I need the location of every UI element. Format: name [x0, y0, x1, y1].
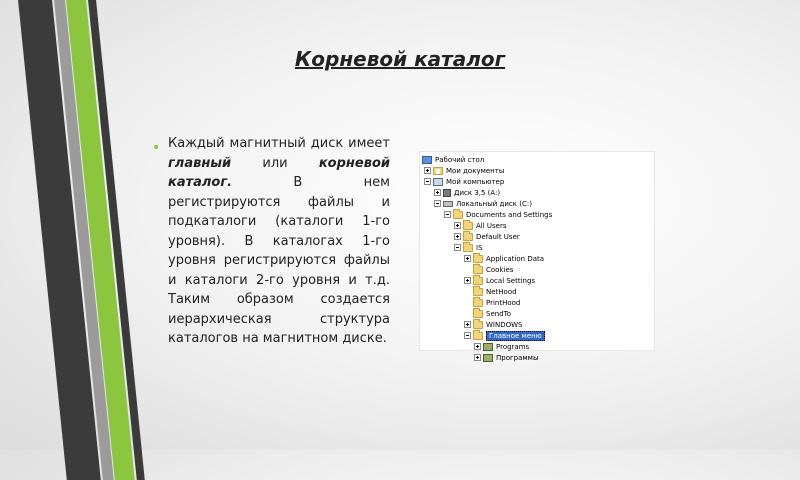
bullet-text-emphasis-main: главный	[168, 155, 232, 171]
folder-icon	[473, 299, 483, 307]
tree-item-label: NetHood	[486, 287, 517, 296]
collapse-icon[interactable]	[464, 332, 471, 339]
tree-item-label: IS	[476, 243, 483, 252]
collapse-icon[interactable]	[444, 211, 451, 218]
expand-icon[interactable]	[464, 321, 471, 328]
expand-icon[interactable]	[424, 167, 431, 174]
folder-tree-panel	[419, 151, 655, 362]
tree-item[interactable]	[454, 231, 520, 242]
tree-item[interactable]	[454, 220, 507, 231]
tree-item-label: Cookies	[486, 265, 514, 274]
bullet-text-part: или	[231, 155, 319, 171]
tree-item-label: Программы	[496, 353, 539, 362]
documents-icon	[433, 167, 443, 175]
tree-item[interactable]	[422, 154, 484, 165]
folder-icon	[453, 211, 463, 219]
expand-icon[interactable]	[454, 222, 461, 229]
programs-icon	[483, 343, 493, 351]
tree-item[interactable]	[434, 187, 500, 198]
collapse-icon[interactable]	[424, 178, 431, 185]
programs-icon	[483, 354, 493, 362]
bullet-text-emphasis-root: корневой каталог.	[168, 155, 390, 190]
collapse-icon[interactable]	[434, 200, 441, 207]
collapse-icon[interactable]	[454, 244, 461, 251]
folder-icon	[473, 266, 483, 274]
bullet-text-part: Каждый магнитный диск имеет	[168, 136, 390, 151]
tree-item-label: Programs	[496, 342, 530, 351]
expand-icon[interactable]	[474, 343, 481, 350]
tree-item-label: Default User	[476, 232, 520, 241]
tree-item[interactable]	[444, 209, 552, 220]
folder-icon	[473, 288, 483, 296]
tree-item[interactable]	[454, 242, 483, 253]
desktop-icon	[422, 156, 432, 164]
tree-item-label: Application Data	[486, 254, 545, 263]
drive-icon	[443, 201, 453, 207]
folder-icon	[473, 321, 483, 329]
tree-item-label: Мой компьютер	[446, 177, 505, 186]
tree-item-label: Local Settings	[486, 276, 536, 285]
tree-item[interactable]	[464, 330, 545, 341]
tree-item-label: Диск 3,5 (A:)	[454, 188, 501, 197]
folder-icon	[463, 244, 473, 252]
expand-icon[interactable]	[454, 233, 461, 240]
tree-item-label: PrintHood	[486, 298, 521, 307]
tree-item[interactable]	[474, 352, 539, 363]
bullet-text	[168, 134, 390, 349]
tree-item[interactable]	[473, 264, 513, 275]
tree-item-label-selected: Главное меню	[486, 331, 545, 341]
bullet-icon: •	[152, 140, 161, 156]
expand-icon[interactable]	[474, 354, 481, 361]
tree-item[interactable]	[464, 253, 544, 264]
tree-item[interactable]	[424, 176, 504, 187]
tree-item-label: Рабочий стол	[435, 155, 485, 164]
tree-item[interactable]	[434, 198, 532, 209]
bullet-text-part: В нем регистрируются файлы и подкаталоги (каталоги 1-го уровня). В каталогах 1-го уровня регистрируются файлы и каталоги 2-го уровня и т.д. Таким образом создается иерархическая структура каталогов на магнитном диске.	[168, 175, 390, 346]
tree-item[interactable]	[424, 165, 504, 176]
tree-item[interactable]	[473, 286, 517, 297]
computer-icon	[433, 178, 443, 186]
slide-title: Корневой каталог	[294, 47, 506, 71]
tree-item-label: WINDOWS	[486, 320, 523, 329]
folder-icon	[473, 255, 483, 263]
tree-item[interactable]	[464, 275, 535, 286]
expand-icon[interactable]	[434, 189, 441, 196]
floppy-icon	[443, 189, 451, 197]
tree-item[interactable]	[473, 297, 520, 308]
tree-item-label: All Users	[476, 221, 507, 230]
folder-icon	[473, 310, 483, 318]
folder-icon	[473, 332, 483, 340]
tree-item[interactable]	[474, 341, 529, 352]
expand-icon[interactable]	[464, 277, 471, 284]
expand-icon[interactable]	[464, 255, 471, 262]
tree-item-label: SendTo	[486, 309, 511, 318]
folder-icon	[463, 233, 473, 241]
tree-item-label: Локальный диск (C:)	[456, 199, 532, 208]
tree-item[interactable]	[464, 319, 523, 330]
tree-item-label: Мои документы	[446, 166, 505, 175]
folder-icon	[473, 277, 483, 285]
folder-icon	[463, 222, 473, 230]
tree-item[interactable]	[473, 308, 511, 319]
tree-item-label: Documents and Settings	[466, 210, 553, 219]
